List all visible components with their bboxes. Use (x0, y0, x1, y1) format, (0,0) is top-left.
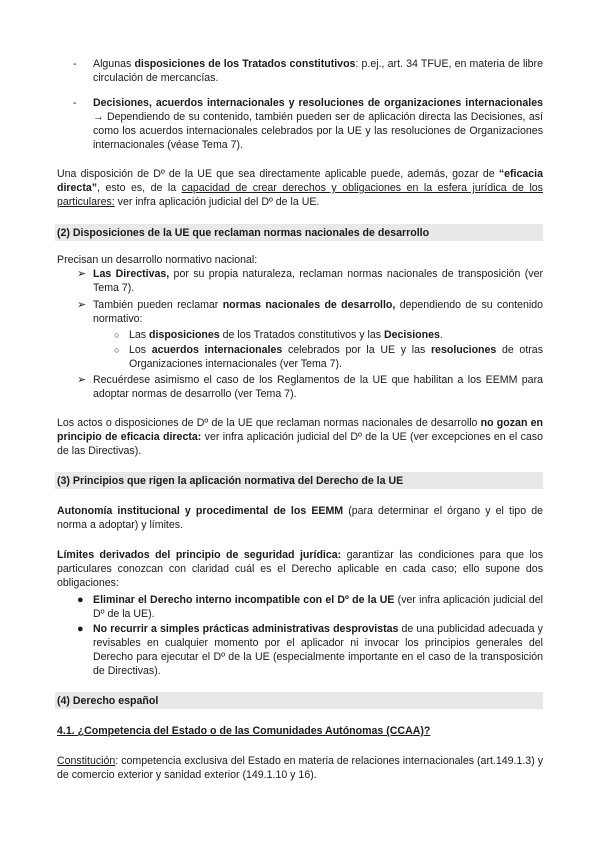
s2-bullet-3: Recuérdese asimismo el caso de los Reglamentos de la UE que habilitan a los EEMM para adoptar normas de desarrollo (ver Tema 7). (93, 374, 543, 400)
s3-paragraph-2: Límites derivados del principio de seguridad jurídica: garantizar las condiciones para que los particulares conozcan con claridad cuál es el Derecho aplicable en cada caso; ello supone dos obligaciones: (57, 549, 543, 589)
circle-bullet-icon: ○ (114, 330, 120, 340)
intro-item-2: Decisiones, acuerdos internacionales y resoluciones de organizaciones internacionales → Dependiendo de su contenido, también pueden ser de aplicación directa las Decisiones, así como los acuerdos internacionales celebrados por la UE y las resoluciones de Organizaciones internacionales (véase Tema 7). (93, 97, 543, 151)
section-2-heading: (2) Disposiciones de la UE que reclaman normas nacionales de desarrollo (57, 227, 430, 239)
intro-paragraph: Una disposición de Dº de la UE que sea directamente aplicable puede, además, gozar de “eficacia directa”, esto es, de la capacidad de crear derechos y obligaciones en la esfera jurídica de los particulares: ver infra aplicación judicial del Dº de la UE. (57, 168, 543, 208)
s3-bullet-1: Eliminar el Derecho interno incompatible con el Dº de la UE (ver infra aplicación judicial del Dº de la UE). (93, 594, 543, 620)
dash-marker: - (73, 58, 77, 70)
s4-subheading: 4.1. ¿Competencia del Estado o de las Comunidades Autónomas (CCAA)? (57, 725, 431, 737)
s3-paragraph-1: Autonomía institucional y procedimental de los EEMM (para determinar el órgano y el tipo de norma a adoptar) y límites. (57, 505, 543, 531)
bullet-dot-icon: ● (77, 623, 84, 635)
section-4-heading: (4) Derecho español (57, 695, 159, 707)
dash-marker: - (73, 97, 77, 109)
s4-paragraph: Constitución: competencia exclusiva del Estado en materia de relaciones internacionales (art.149.1.3) y de comercio exterior y sanidad exterior (149.1.10 y 16). (57, 755, 543, 781)
arrow-bullet-icon: ➢ (77, 374, 87, 386)
arrow-bullet-icon: ➢ (77, 268, 87, 280)
s2-paragraph: Los actos o disposiciones de Dº de la UE que reclaman normas nacionales de desarrollo no gozan en principio de eficacia directa: ver infra aplicación judicial del Dº de la UE (ver excepciones en el caso de las Directivas). (57, 417, 543, 457)
bullet-dot-icon: ● (77, 594, 84, 606)
s2-lead: Precisan un desarrollo normativo nacional: (57, 254, 258, 266)
s2-bullet-2: También pueden reclamar normas nacionales de desarrollo, dependiendo de su contenido normativo: (93, 299, 544, 325)
arrow-bullet-icon: ➢ (77, 299, 87, 311)
intro-item-1: Algunas disposiciones de los Tratados constitutivos: p.ej., art. 34 TFUE, en materia de libre circulación de mercancías. (93, 58, 543, 84)
s2-sub-bullet-2: Los acuerdos internacionales celebrados por la UE y las resoluciones de otras Organizaciones internacionales (ver Tema 7). (129, 344, 543, 370)
s3-bullet-2: No recurrir a simples prácticas administrativas desprovistas de una publicidad adecuada y revisables en cualquier momento por el aplicador ni invocar los principios generales del Derecho para ejecutar el Dº de la UE (especialmente importante en el caso de la transposición de Directivas). (93, 623, 543, 677)
s2-sub-bullet-1: Las disposiciones de los Tratados constitutivos y las Decisiones. (129, 329, 443, 341)
circle-bullet-icon: ○ (114, 345, 120, 355)
s2-bullet-1: Las Directivas, por su propia naturaleza, reclaman normas nacionales de transposición (ver Tema 7). (93, 268, 543, 294)
section-3-heading: (3) Principios que rigen la aplicación normativa del Derecho de la UE (57, 475, 404, 487)
